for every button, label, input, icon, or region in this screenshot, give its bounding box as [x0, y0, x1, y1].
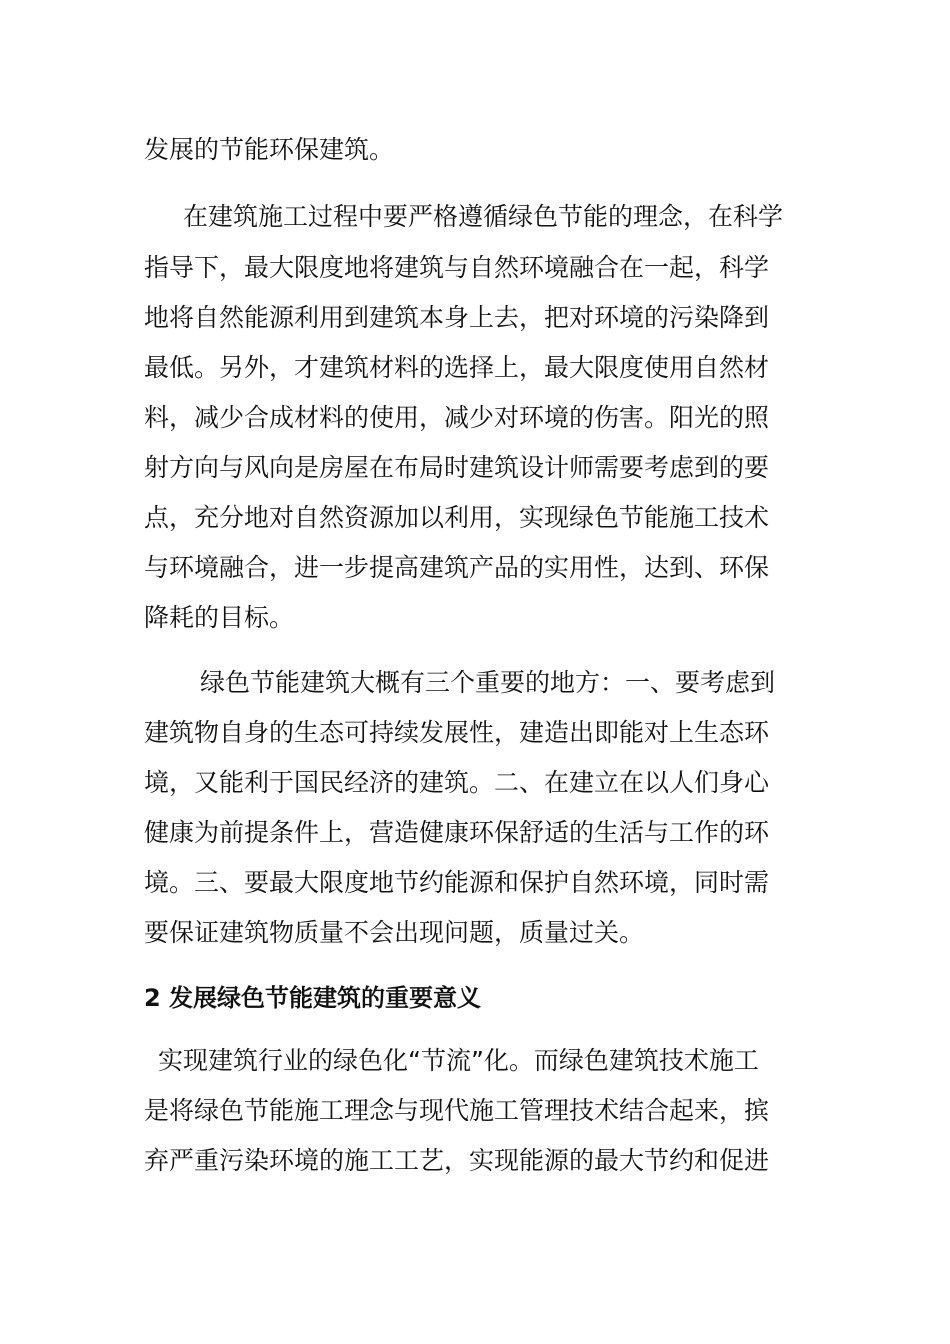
- paragraph-line: 与环境融合，进一步提高建筑产品的实用性，达到、环保: [144, 553, 770, 582]
- paragraph-line: 境。三、要最大限度地节约能源和保护自然环境，同时需: [144, 868, 770, 897]
- paragraph-line: 要保证建筑物质量不会出现问题，质量过关。: [144, 918, 645, 947]
- paragraph-line: 建筑物自身的生态可持续发展性，建造出即能对上生态环: [144, 718, 770, 747]
- paragraph-line: 是将绿色节能施工理念与现代施工管理技术结合起来，摈: [144, 1096, 770, 1125]
- paragraph-line: 指导下，最大限度地将建筑与自然环境融合在一起，科学: [144, 253, 770, 282]
- paragraph-line: 在建筑施工过程中要严格遵循绿色节能的理念，在科学: [183, 202, 784, 231]
- paragraph-line: 点，充分地对自然资源加以利用，实现绿色节能施工技术: [144, 503, 770, 532]
- paragraph-line: 弃严重污染环境的施工工艺，实现能源的最大节约和促进: [144, 1146, 770, 1175]
- paragraph-line: 实现建筑行业的绿色化“节流”化。而绿色建筑技术施工: [158, 1046, 759, 1075]
- paragraph-line: 境，又能利于国民经济的建筑。二、在建立在以人们身心: [144, 768, 770, 797]
- paragraph-line: 射方向与风向是房屋在布局时建筑设计师需要考虑到的要: [144, 453, 770, 482]
- section-heading: 2 发展绿色节能建筑的重要意义: [144, 984, 482, 1012]
- paragraph-line: 绿色节能建筑大概有三个重要的地方：一、要考虑到: [200, 668, 776, 697]
- paragraph-line: 最低。另外，才建筑材料的选择上，最大限度使用自然材: [144, 353, 770, 382]
- paragraph-line: 发展的节能环保建筑。: [144, 135, 395, 164]
- paragraph-line: 料，减少合成材料的使用，减少对环境的伤害。阳光的照: [144, 403, 770, 432]
- paragraph-line: 降耗的目标。: [144, 603, 295, 632]
- paragraph-line: 地将自然能源利用到建筑本身上去，把对环境的污染降到: [144, 303, 770, 332]
- paragraph-line: 健康为前提条件上，营造健康环保舒适的生活与工作的环: [144, 818, 770, 847]
